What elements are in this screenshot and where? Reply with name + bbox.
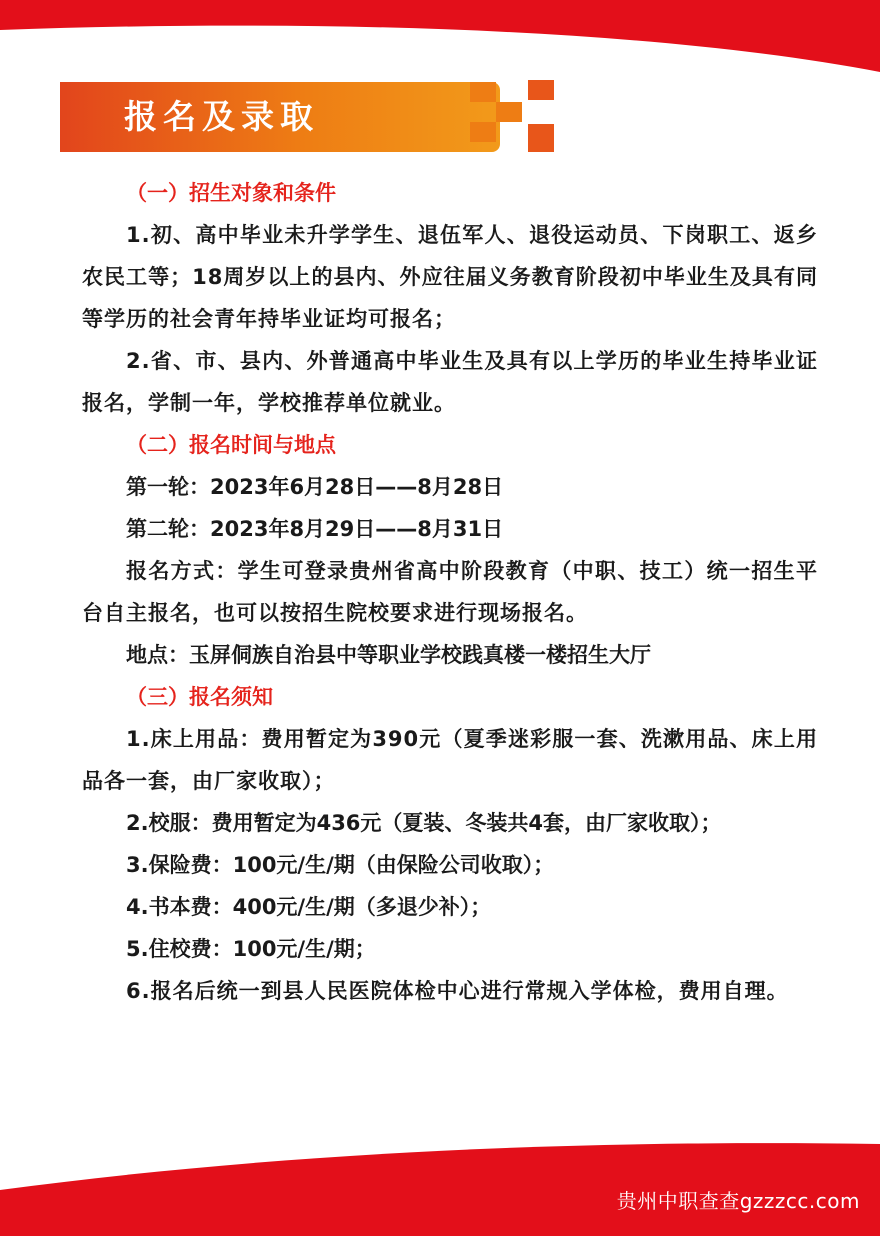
eligibility-item-2: 2.省、市、县内、外普通高中毕业生及具有以上学历的毕业生持毕业证报名，学制一年，学校推荐单位就业。 xyxy=(82,349,818,415)
round-1-dates: 第一轮：2023年6月28日——8月28日 xyxy=(126,475,504,499)
registration-method: 报名方式：学生可登录贵州省高中阶段教育（中职、技工）统一招生平台自主报名，也可以按招生院校要求进行现场报名。 xyxy=(82,559,818,625)
section-title-banner xyxy=(60,82,500,152)
decorative-blocks-icon xyxy=(470,80,560,156)
section-heading-notice: （三）报名须知 xyxy=(126,685,273,709)
round-2-dates: 第二轮：2023年8月29日——8月31日 xyxy=(126,517,504,541)
notice-item-5: 5.住校费：100元/生/期； xyxy=(126,937,376,961)
page-title: 报名及录取 xyxy=(124,97,319,136)
bottom-red-swoosh xyxy=(0,1120,880,1236)
notice-item-6: 6.报名后统一到县人民医院体检中心进行常规入学体检，费用自理。 xyxy=(126,979,789,1003)
notice-item-1: 1.床上用品：费用暂定为390元（夏季迷彩服一套、洗漱用品、床上用品各一套，由厂家收取）； xyxy=(82,727,818,793)
eligibility-item-1: 1.初、高中毕业未升学学生、退伍军人、退役运动员、下岗职工、返乡农民工等；18周岁以上的县内、外应往届义务教育阶段初中毕业生及具有同等学历的社会青年持毕业证均可报名； xyxy=(82,223,818,331)
notice-item-3: 3.保险费：100元/生/期（由保险公司收取）； xyxy=(126,853,555,877)
notice-item-2: 2.校服：费用暂定为436元（夏装、冬装共4套，由厂家收取）； xyxy=(126,811,722,835)
main-content xyxy=(82,172,818,1012)
registration-location: 地点：玉屏侗族自治县中等职业学校践真楼一楼招生大厅 xyxy=(126,643,651,667)
notice-item-4: 4.书本费：400元/生/期（多退少补）； xyxy=(126,895,492,919)
top-red-swoosh xyxy=(0,0,880,90)
site-watermark: 贵州中职查查gzzzcc.com xyxy=(616,1189,860,1213)
section-heading-time-location: （二）报名时间与地点 xyxy=(126,433,336,457)
section-heading-eligibility: （一）招生对象和条件 xyxy=(126,181,336,205)
